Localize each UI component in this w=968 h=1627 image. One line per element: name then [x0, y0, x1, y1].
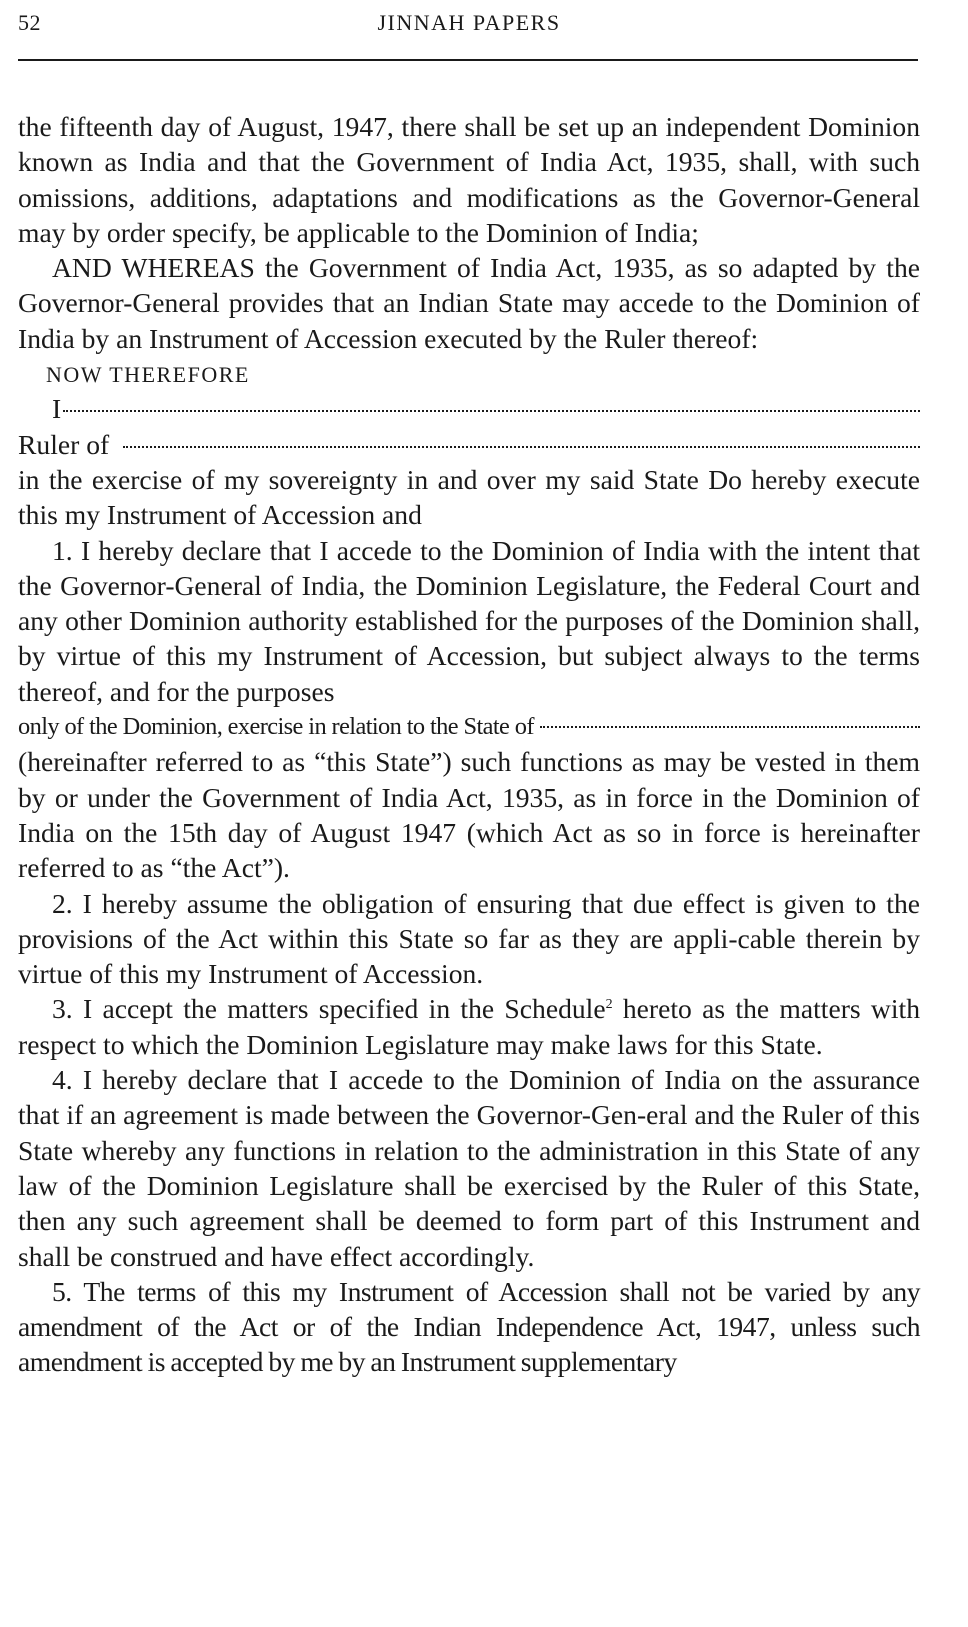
state-name-dotted-line — [123, 446, 920, 448]
document-body — [18, 109, 920, 1380]
footnote-marker: 2 — [605, 997, 613, 1013]
clause-3 — [18, 991, 920, 1062]
clause-3-text-after: hereto as the matters with respect to which the Dominion Legislature may make laws for this State. — [18, 993, 920, 1060]
ruler-name-blank — [18, 391, 920, 426]
clause-2: 2. I hereby assume the obligation of ensuring that due effect is given to the provisions of the Act within this State so far as they are appli-cable therein by virtue of this my Instrument of Accession. — [18, 887, 920, 990]
state-name-blank — [18, 427, 920, 462]
paragraph-opening: the fifteenth day of August, 1947, there shall be set up an independent Dominion known as India and that the Government of India Act, 1935, shall, with such omissions, additions, adaptations and modifications as the Governor-General may by order specify, be applicable to the Dominion of India; — [18, 111, 920, 248]
clause-3-text-before: 3. I accept the matters specified in the Schedule — [52, 993, 606, 1025]
ruler-name-label: I — [52, 393, 62, 425]
state-name-label: Ruler of — [18, 428, 110, 460]
page-header — [18, 6, 920, 46]
clause-4: 4. I hereby declare that I accede to the Dominion of India on the assurance that if an agreement is made between the Governor-Gen-eral and the Ruler of this State whereby any functions in relation to the administration in this State of any law of the Dominion Legislature shall be exercised by the Ruler of this State, then any such agreement shall be deemed to form part of this Instrument and shall be construed and have effect accordingly. — [18, 1064, 920, 1272]
clause-1-state-blank — [18, 709, 920, 744]
running-head: JINNAH PAPERS — [377, 10, 561, 35]
page-number: 52 — [18, 10, 41, 35]
paragraph-whereas: AND WHEREAS the Government of India Act, 1935, as so adapted by the Governor-General provides that an Indian State may accede to the Dominion of India by an Instrument of Accession executed by the Ruler thereof: — [18, 252, 920, 354]
clause-5: 5. The terms of this my Instrument of Accession shall not be varied by any amendment of the Act or of the Indian Independence Act, 1947, unless such amendment is accepted by me by an Instrument supplementary — [18, 1275, 920, 1378]
now-therefore-heading: NOW THEREFORE — [46, 362, 250, 388]
header-rule — [18, 59, 918, 61]
ruler-name-dotted-line — [63, 410, 920, 412]
clause-1-state-dotted-line — [540, 726, 920, 728]
clause-1-part-2: (hereinafter referred to as “this State”) such functions as may be vested in them by or under the Government of India Act, 1935, as in force in the Dominion of India on the 15th day of August 1947 (which Act as so in force is hereinafter referred to as “the Act”). — [18, 746, 920, 884]
paragraph-sovereignty: in the exercise of my sovereignty in and over my said State Do hereby execute this my Instrument of Accession and — [18, 463, 920, 531]
clause-1-state-label: only of the Dominion, exercise in relation to the State of — [18, 713, 534, 741]
clause-1-part-1: 1. I hereby declare that I accede to the Dominion of India with the intent that the Governor-General of India, the Dominion Legislature, the Federal Court and any other Dominion authority established for the purposes of the Dominion shall, by virtue of this my Instrument of Accession, but subject always to the terms thereof, and for the purposes — [18, 534, 920, 707]
